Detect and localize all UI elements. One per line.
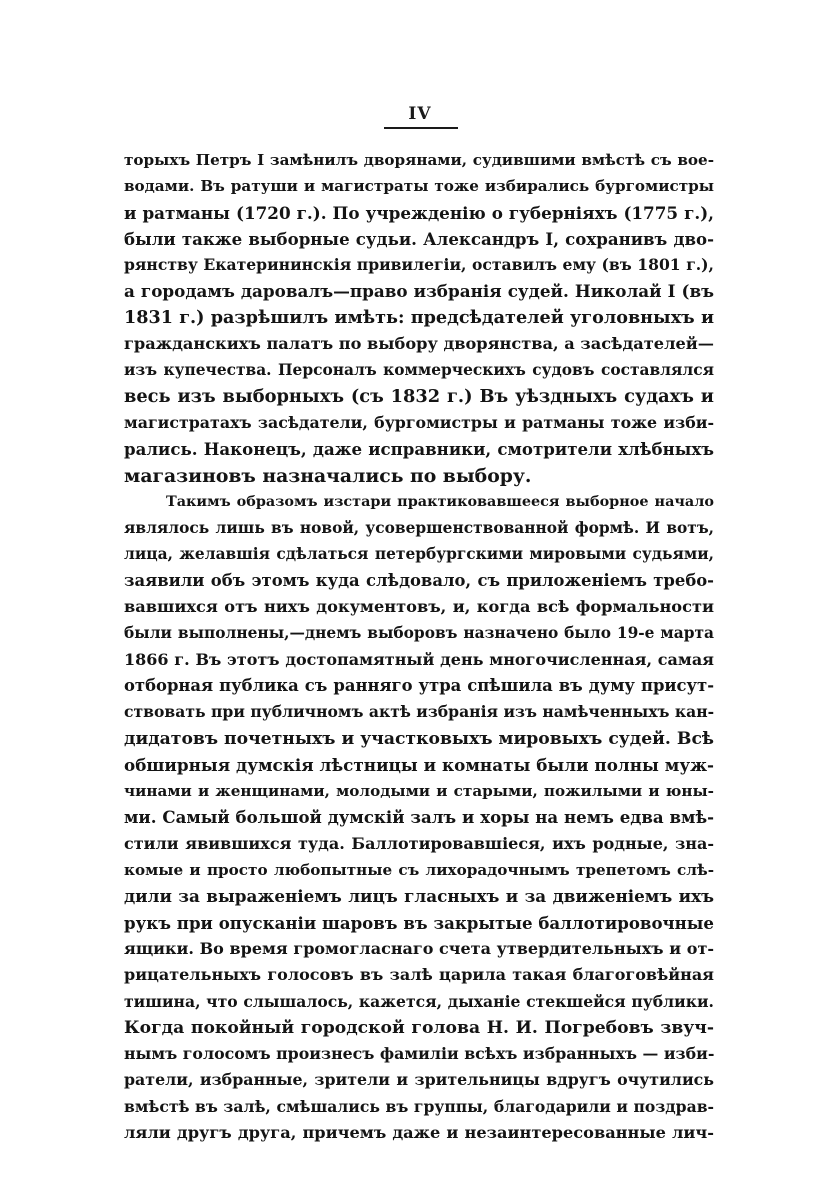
text-line: рянству Екатерининскія привилегіи, оставилъ ему (въ 1801 г.),	[124, 255, 714, 275]
text-line: лица, желавшія сдѣлаться петербургскими мировыми судьями,	[124, 545, 714, 564]
text-line: вмѣстѣ въ залѣ, смѣшались въ группы, благодарили и поздрав-	[124, 1096, 714, 1116]
text-line: ратели, избранные, зрители и зрительницы вдругъ очутились	[124, 1070, 714, 1090]
text-line: были также выборные судьи. Александръ I, сохранивъ дво-	[124, 228, 714, 249]
text-line: ящики. Во время громогласнаго счета утвердительныхъ и от-	[124, 938, 714, 958]
text-line: заявили объ этомъ куда слѣдовало, съ приложеніемъ требо-	[124, 570, 714, 590]
header-rule	[384, 127, 458, 129]
text-line: 1831 г.) разрѣшилъ имѣть: предсѣдателей уголовныхъ и	[124, 306, 714, 328]
text-line: водами. Въ ратуши и магистраты тоже избирались бургомистры	[124, 177, 714, 196]
text-line: отборная публика съ ранняго утра спѣшила въ думу присут-	[124, 675, 714, 695]
text-line: являлось лишь въ новой, усовершенствованной формѣ. И вотъ,	[124, 519, 714, 538]
text-line: тишина, что слышалось, кажется, дыханіе стекшейся публики.	[124, 991, 714, 1011]
text-line: комые и просто любопытные съ лихорадочнымъ трепетомъ слѣ-	[124, 861, 714, 880]
text-line: чинами и женщинами, молодыми и старыми, пожилыми и юны-	[124, 782, 714, 801]
page-number: IV	[408, 104, 432, 124]
text-line: Когда покойный городской голова Н. И. Погребовъ звуч-	[124, 1017, 714, 1038]
text-line: дили за выраженіемъ лицъ гласныхъ и за движеніемъ ихъ	[124, 886, 714, 907]
text-line: магазиновъ назначались по выбору.	[124, 464, 532, 487]
text-line: рались. Наконецъ, даже исправники, смотрители хлѣбныхъ	[124, 439, 714, 460]
text-line: гражданскихъ палатъ по выбору дворянства, а засѣдателей—	[124, 334, 714, 354]
text-line: вавшихся отъ нихъ документовъ, и, когда всѣ формальности	[124, 597, 714, 617]
text-line: ляли другъ друга, причемъ даже и незаинтересованные лич-	[124, 1122, 714, 1142]
body-text	[124, 147, 714, 1146]
text-line: а городамъ даровалъ—право избранія судей. Николай I (въ	[124, 281, 714, 302]
text-line: изъ купечества. Персоналъ коммерческихъ судовъ составлялся	[124, 361, 714, 380]
text-line: весь изъ выборныхъ (съ 1832 г.) Въ уѣздныхъ судахъ и	[124, 385, 714, 407]
text-line: дидатовъ почетныхъ и участковыхъ мировыхъ судей. Всѣ	[124, 728, 714, 749]
text-line: обширныя думскія лѣстницы и комнаты были полны муж-	[124, 754, 714, 775]
text-line: были выполнены,—днемъ выборовъ назначено было 19-е марта	[124, 624, 714, 643]
text-line: рукъ при опусканіи шаровъ въ закрытые баллотировочные	[124, 912, 714, 933]
text-line: торыхъ Петръ I замѣнилъ дворянами, судившими вмѣстѣ съ вое-	[124, 151, 714, 169]
text-line: нымъ голосомъ произнесъ фамиліи всѣхъ избранныхъ — изби-	[124, 1044, 714, 1064]
text-line: Такимъ образомъ изстари практиковавшееся выборное начало	[166, 492, 714, 510]
text-line: ствовать при публичномъ актѣ избранія изъ намѣченныхъ кан-	[124, 702, 714, 722]
text-line: стили явившихся туда. Баллотировавшіеся, ихъ родные, зна-	[124, 833, 714, 853]
text-line: 1866 г. Въ этотъ достопамятный день многочисленная, самая	[124, 649, 714, 669]
text-line: рицательныхъ голосовъ въ залѣ царила такая благоговѣйная	[124, 965, 714, 985]
text-line: и ратманы (1720 г.). По учрежденію о губерніяхъ (1775 г.),	[124, 202, 714, 223]
text-line: магистратахъ засѣдатели, бургомистры и ратманы тоже изби-	[124, 412, 714, 432]
text-line: ми. Самый большой думскій залъ и хоры на немъ едва вмѣ-	[124, 807, 714, 828]
